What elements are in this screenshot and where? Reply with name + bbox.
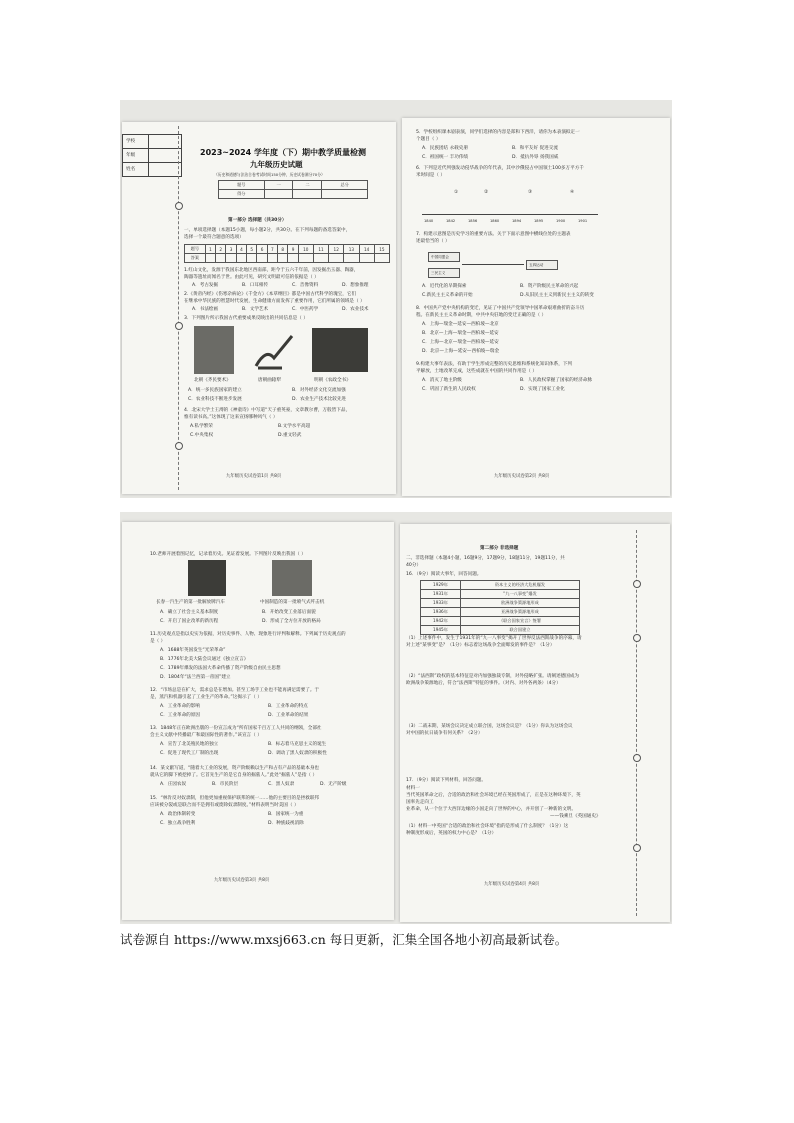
sub-question: 欧洲战争策源地后，符合“法西斯”特征的事件。（对内、对外各两条）（4分） <box>406 681 561 686</box>
source-line: 试卷源自 https://www.mxsj663.cn 每日更新，汇集全国各地小初高最新试卷。 <box>120 932 568 947</box>
question-7: 述最恰当的（ ） <box>416 239 450 244</box>
question-12: 12．“市场总是在扩大，需求总是在增加。甚至工场手工业也不能再满足需要了。于 <box>150 688 320 693</box>
exam-page-1 <box>122 122 396 494</box>
jet-image <box>272 560 312 596</box>
option: D.重文轻武 <box>278 433 302 438</box>
sub-question: （2）“法西斯”政权的基本特征是对内加强独裁专制，对外侵略扩张。请阐述德国成为 <box>406 674 580 679</box>
option: B．工业革命的特点 <box>268 704 308 709</box>
option: B．国家统一为重 <box>268 812 304 817</box>
option: A．统一多民族国家的建立 <box>188 388 242 393</box>
timeline-year: 1901 <box>578 219 588 223</box>
option: C．1789年爆发的法国大革命传播了资产阶级自由民主思想 <box>160 666 281 671</box>
option: A.私学繁荣 <box>190 424 213 429</box>
timeline-mark: ① <box>454 190 459 195</box>
page-footer: 九年级历史试卷第3页 共8页 <box>214 878 270 883</box>
option: B．标志着马克思主义的诞生 <box>268 742 327 747</box>
option: C．开启了国企改革的新历程 <box>160 619 219 624</box>
sub-question: （1）材料一中英国“合适的政治和社会环境”指的是形成了什么制度？（1分）这 <box>406 824 569 829</box>
exam-photo-top <box>120 100 672 498</box>
truck-image <box>188 560 226 596</box>
option: B．开始改变工业落后面貌 <box>262 610 316 615</box>
exam-title: 2023~2024 学年度（下）期中教学质量检测 <box>200 148 367 157</box>
question-14: 就从它的脚下被挖掉了。它首先生产的是它自身的掘墓人。”此处“掘墓人”是指（ ） <box>150 773 318 778</box>
sub-question: （1）上述事件中，发生于1931年的“九一八事变”揭开了世界反法西斯战争的序幕，请 <box>406 636 582 641</box>
question-15: 15．“林肯反对奴隶制，但他更加重视保护联邦的统一……他的主要目的是拯救联邦 <box>150 796 320 801</box>
part-one-heading: 第一部分 选择题（共30分） <box>228 218 287 223</box>
exam-subtitle: 九年级历史试题 <box>250 160 303 169</box>
question-6: 米时间是（ ） <box>416 173 446 178</box>
option: D．抵抗外辱 扬我国威 <box>512 155 559 160</box>
option: D．调动了黑人奴隶的积极性 <box>268 751 327 756</box>
sub-question: 对中国的抗日战争有何关系？（2分） <box>406 731 483 736</box>
option: A．宣告了北美殖民地的独立 <box>160 742 219 747</box>
option: A．近代化的早期探索 <box>422 284 467 289</box>
image-caption: 唐朝曲辕犁 <box>258 378 281 383</box>
instruction-line: 选择一个最符合题意的选项） <box>184 235 244 240</box>
option: C．黑人奴隶 <box>268 782 295 787</box>
question-9: 9.构建大事年表法，有助于学生形成完整的历史思维和系统化知识体系，下列 <box>416 362 572 367</box>
option: B．口耳相传 <box>242 283 269 288</box>
option: D．1804年“法兰西第一帝国”建立 <box>160 675 231 680</box>
option: B．北京—上海—瑞金—西柏坡—延安 <box>422 331 499 336</box>
question-7: 7．构建示意图是历史学习的重要方法。关于下面示意图中横线位处的主题表 <box>416 232 571 237</box>
student-info-box <box>122 134 182 177</box>
question-2: 在继承中华民族的智慧时代发展，生命健康方面发挥了重要作用，它们所属的领域是（ ） <box>184 299 365 304</box>
timeline-year: 1860 <box>490 219 500 223</box>
question-5: 个题目（ ） <box>416 137 441 142</box>
option: A．1688年英国发生“光荣革命” <box>160 648 226 653</box>
option: B．市民阶层 <box>212 782 239 787</box>
events-table: 1929年 资本主义的经济大危机爆发 1931年 “九一八事变”爆发 1933年 欧洲战争策源地形成 1936年 亚洲战争策源地形成 1942年 《联合国家宣言》签署 1945年 联合国建立 <box>420 580 580 635</box>
question-14: 14．某文献写道，“随着大工业的发展，资产阶级赖以生产和占有产品的基础本身也 <box>150 766 320 771</box>
question-16: 16．（9分）阅读大事年，回答问题。 <box>406 572 482 577</box>
option: A．庄园农奴 <box>160 782 187 787</box>
sub-question: 对上述“某事变”是？（1分）标志着这场战争全面爆发的事件是？（1分） <box>406 643 555 648</box>
question-6: 6．下列是近代列强发动侵华战争的年代表，其中沙俄侵占中国领土100多万平方千 <box>416 166 584 171</box>
option: B．人民政权掌握了国家的经济命脉 <box>520 378 593 383</box>
option: D．种族歧视消除 <box>268 821 304 826</box>
diagram-arrow <box>462 264 524 265</box>
question-12: 是，蒸汽和机器引起了工业生产的革命。”这揭示了（ ） <box>150 695 262 700</box>
diagram-box: 中国同盟会 <box>428 252 460 262</box>
exam-page-3 <box>122 522 394 920</box>
instruction-line: 二、非选择题（本题4小题，16题9分，17题9分，18题11分，19题11分，共 <box>406 556 565 561</box>
option: B．资产阶级民主革命的兴起 <box>520 284 579 289</box>
option: D．无产阶级 <box>320 782 347 787</box>
question-4: 4．北宋大学士王溥的《神童诗》中写道“天子重英豪，文章教尔曹，万般皆下品， <box>184 408 351 413</box>
question-11: 是（ ） <box>150 639 166 644</box>
material-text: 业革命，从一个位于大西洋边缘的小国走向了世界的中心，并开创了一种新的文明。 <box>406 807 576 812</box>
exam-note: （历史和道德与法治合卷考试时间150分钟，历史试卷满分70分） <box>214 172 325 177</box>
question-10: 10.老师开展着图记忆，记录着历史。见证着发展。下列图片反映出我国（ ） <box>150 552 306 557</box>
diagram-box: 五四运动 <box>526 260 558 270</box>
image-caption: 中国制造的第一批喷气式歼击机 <box>260 600 325 605</box>
timeline-year: 1894 <box>512 219 522 223</box>
option: C．独立战争胜利 <box>160 821 196 826</box>
timeline-year: 1900 <box>556 219 566 223</box>
option: C.新民主主义革命的开始 <box>422 293 473 298</box>
image-caption: 北朝《齐民要术》 <box>194 378 231 383</box>
option: A．民族团结 永载史册 <box>422 146 468 151</box>
option: B．1776年北美大陆会议通过《独立宣言》 <box>160 657 249 662</box>
timeline-year: 1840 <box>424 219 434 223</box>
sub-question: 种制度形成后，英国的权力中心是？（1分） <box>406 831 497 836</box>
material-text: 当代英国革命之后，合适的政治和社会环境已经在英国形成了，正是在这种环境下，英 <box>406 793 581 798</box>
question-13: 13．1848年正在欧洲出版的一份宣言成为“所有国家千百万工人共同的纲领，全部社 <box>150 726 322 731</box>
option: A．考古发掘 <box>192 283 219 288</box>
question-13: 会主义文献中传播最广和最国际性的著作。”该宣言（ ） <box>150 733 262 738</box>
plough-image <box>252 328 298 372</box>
option: A．工业革命的影响 <box>160 704 200 709</box>
option: D.从旧民主主义到新民主主义的转变 <box>520 293 594 298</box>
answer-table: 题号 1 2 3 4 5 6 7 8 9 10 11 12 13 14 15 答案 <box>184 244 390 263</box>
exam-photo-bottom <box>120 512 672 924</box>
option: D．想象推理 <box>342 283 369 288</box>
timeline-mark: ③ <box>528 190 533 195</box>
timeline-year: 1856 <box>468 219 478 223</box>
question-9: 平解放，土地改革完成，这些成就在中国的共同作用是（ ） <box>416 369 537 374</box>
question-2: 2.《黄帝内经》《伤寒杂病论》《千金方》《本草纲目》都是中国古代科学的瑰宝，它们 <box>184 292 357 297</box>
binding-hole <box>175 202 183 210</box>
score-table: 题号 一 二 总分 得分 <box>218 180 368 199</box>
binding-hole <box>633 754 641 762</box>
material-source: ——钱乘旦《英国通史》 <box>550 814 601 819</box>
binding-hole <box>633 844 641 852</box>
option: D．北京—上海—延安—西柏坡—瑞金 <box>422 349 500 354</box>
option: C．音像资料 <box>292 283 319 288</box>
page-footer: 九年级历史试卷第4页 共8页 <box>484 882 540 887</box>
option: C．工业革命的原因 <box>160 713 200 718</box>
instruction-line: 40分） <box>406 563 422 568</box>
question-1: 1.红山文化，发源于我国东北地区西南部，距今于五六千年前，因发掘出玉器、陶器， <box>184 268 359 273</box>
option: A．消灭了地主阶级 <box>422 378 462 383</box>
exam-page-4 <box>400 524 670 922</box>
question-17: 17．（9分）阅读下列材料，回答问题。 <box>406 778 486 783</box>
question-1: 陶器等遗址而闻名于世。由此可见，研究文明最可信的依据是（ ） <box>184 275 319 280</box>
sub-question: （3）二战末期，某场会议决定成立联合国，这场会议是？（1分）你认为这场会议 <box>406 724 573 729</box>
option: A．政治体制转变 <box>160 812 196 817</box>
material-text: 国率先走向工 <box>406 800 434 805</box>
binding-hole <box>633 580 641 588</box>
exam-page-2 <box>402 118 670 496</box>
option: D．农业技术 <box>342 307 369 312</box>
timeline-year: 1842 <box>446 219 456 223</box>
timeline-year: 1895 <box>534 219 544 223</box>
option: B．对外经济文化交流加强 <box>292 388 346 393</box>
question-8: 8．中国共产党中央机构的变迁，见证了中国共产党领导中国革命艰难曲折的奋斗历 <box>416 306 585 311</box>
option: C．中医药学 <box>292 307 319 312</box>
instruction-line: 一、单项选择题（本题15小题，每小题2分，共30分。在下列每题的备选答案中， <box>184 228 351 233</box>
option: D．形成了全方位开放的格局 <box>262 619 321 624</box>
option: A．确立了社会主义基本制度 <box>160 610 219 615</box>
binding-hole <box>633 634 641 642</box>
page-footer: 九年级历史试卷第2页 共8页 <box>494 474 550 479</box>
part-two-heading: 第二部分 非选择题 <box>480 546 519 551</box>
option: B．和平友好 促进交流 <box>512 146 558 151</box>
timeline-mark: ④ <box>570 190 575 195</box>
option: C．巩固了新生的人民政权 <box>422 387 476 392</box>
option: C．祖国统一 丰功伟绩 <box>422 155 469 160</box>
question-15: 应该被分裂或是联合而不是拥有或废除奴隶制度。”材料表明当时美国（ ） <box>150 803 299 808</box>
info-name: 姓名 <box>123 163 149 176</box>
timeline-mark: ② <box>484 190 489 195</box>
binding-hole <box>175 322 183 330</box>
binding-hole <box>175 442 183 450</box>
option: D．农业生产技术比较先进 <box>292 397 347 402</box>
question-4: 惟有读书高。”这体现了这来宣扬哪种风气（ ） <box>184 415 278 420</box>
image-caption: 长春一汽生产的第一批解放牌汽车 <box>156 600 225 605</box>
timeline-axis <box>422 214 598 215</box>
option: A．书法绘画 <box>192 307 219 312</box>
info-grade: 年级 <box>123 149 149 162</box>
option: B．文学艺术 <box>242 307 269 312</box>
book-pages-image <box>312 328 368 372</box>
question-3: 3．下列图片所示我国古代重要成果反映出的共同信息是（ ） <box>184 316 308 321</box>
option: D．实现了国家工业化 <box>520 387 565 392</box>
image-caption: 明朝《农政全书》 <box>314 378 351 383</box>
option: A．上海—瑞金—延安—西柏坡—北京 <box>422 322 499 327</box>
option: C．农业科技不断进步发展 <box>188 397 242 402</box>
option: C．促进了现代工厂制的出现 <box>160 751 219 756</box>
option: B.文学水平高超 <box>278 424 311 429</box>
question-8: 程。在新民主主义革命时期，中共中央驻地的变迁正确的是（ ） <box>416 313 547 318</box>
option: D．工业革命的结果 <box>268 713 309 718</box>
question-11: 11.历史观点是指以史实为依据，对历史事件、人物、现象进行评判和解释。下列属于历史观点的 <box>150 632 346 637</box>
material-label: 材料一 <box>406 786 420 791</box>
diagram-box: 三民主义 <box>428 268 460 278</box>
question-5: 5．学校组织课本剧表演，同学们选择的内容是郑和下西洋，请你为本表演拟定一 <box>416 130 580 135</box>
option: C．上海—北京—瑞金—西柏坡—延安 <box>422 340 499 345</box>
binding-line <box>178 126 179 490</box>
page-footer: 九年级历史试卷第1页 共8页 <box>226 474 282 479</box>
info-school: 学校 <box>123 135 149 148</box>
book-image <box>194 326 234 374</box>
option: C.中央集权 <box>190 433 214 438</box>
